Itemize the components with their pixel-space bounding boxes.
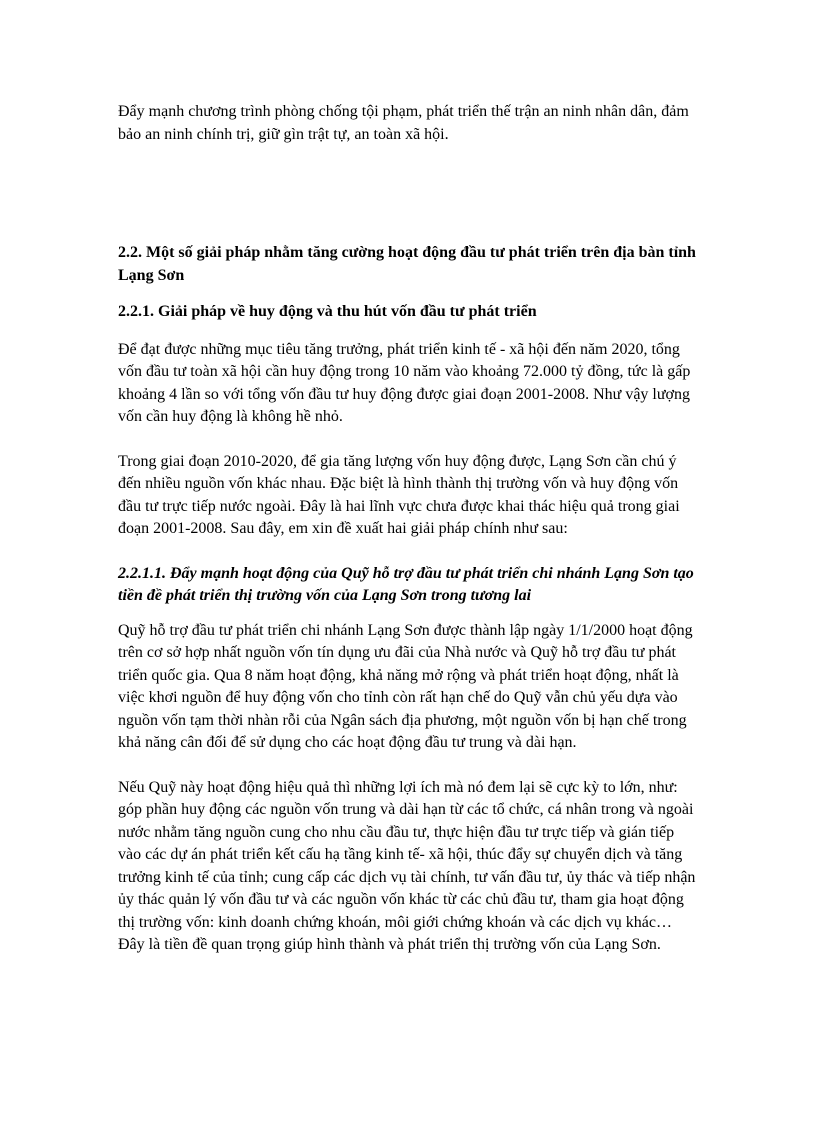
paragraph-investment-target: Để đạt được những mục tiêu tăng trưởng, phát triển kinh tế - xã hội đến năm 2020, tổng vốn đầu tư toàn xã hội cần huy động trong 10 năm vào khoảng 72.000 tỷ đồng, tức là gấp khoảng 4 lần so với tổng vốn đầu tư huy động được giai đoạn 2001-2008. Như vậy lượng vốn cần huy động là không hề nhỏ.: [118, 340, 691, 425]
section-2-2-heading: 2.2. Một số giải pháp nhằm tăng cường hoạt động đầu tư phát triển trên địa bàn tỉnh Lạng Sơn: [118, 244, 696, 284]
document-body: [118, 101, 698, 979]
paragraph-fund-benefits: Nếu Quỹ này hoạt động hiệu quả thì những lợi ích mà nó đem lại sẽ cực kỳ to lớn, như: góp phần huy động các nguồn vốn trung và dài hạn từ các tổ chức, cá nhân trong và ngoài nước nhằm tăng nguồn cung cho nhu cầu đầu tư, thực hiện đầu tư trực tiếp và gián tiếp vào các dự án phát triển kết cấu hạ tầng kinh tế- xã hội, thúc đẩy sự chuyển dịch và tăng trưởng kinh tế của tỉnh; cung cấp các dịch vụ tài chính, tư vấn đầu tư, ủy thác và tiếp nhận ủy thác quản lý vốn đầu tư và các nguồn vốn khác từ các chủ đầu tư, tham gia hoạt động thị trường vốn: kinh doanh chứng khoán, môi giới chứng khoán và các dịch vụ khác…Đây là tiền đề quan trọng giúp hình thành và phát triển thị trường vốn của Lạng Sơn.: [118, 778, 696, 953]
section-2-2-1-heading: 2.2.1. Giải pháp về huy động và thu hút vốn đầu tư phát triển: [118, 303, 537, 320]
intro-paragraph: Đẩy mạnh chương trình phòng chống tội phạm, phát triển thế trận an ninh nhân dân, đảm bảo an ninh chính trị, giữ gìn trật tự, an toàn xã hội.: [118, 103, 689, 143]
paragraph-capital-sources: Trong giai đoạn 2010-2020, để gia tăng lượng vốn huy động được, Lạng Sơn cần chú ý đến nhiều nguồn vốn khác nhau. Đặc biệt là hình thành thị trường vốn và huy động vốn đầu tư trực tiếp nước ngoài. Đây là hai lĩnh vực chưa được khai thác hiệu quả trong giai đoạn 2001-2008. Sau đây, em xin đề xuất hai giải pháp chính như sau:: [118, 452, 680, 537]
paragraph-fund-history: Quỹ hỗ trợ đầu tư phát triển chi nhánh Lạng Sơn được thành lập ngày 1/1/2000 hoạt động trên cơ sở hợp nhất nguồn vốn tín dụng ưu đãi của Nhà nước và Quỹ hỗ trợ đầu tư phát triển quốc gia. Qua 8 năm hoạt động, khả năng mở rộng và phát triển hoạt động, nhất là việc khơi nguồn để huy động vốn cho tỉnh còn rất hạn chế do Quỹ vẫn chủ yếu dựa vào nguồn vốn tạm thời nhàn rỗi của Ngân sách địa phương, một nguồn vốn bị hạn chế trong khả năng cân đối để sử dụng cho các hoạt động đầu tư trung và dài hạn.: [118, 621, 693, 751]
section-2-2-1-1-heading: 2.2.1.1. Đẩy mạnh hoạt động của Quỹ hỗ trợ đầu tư phát triển chi nhánh Lạng Sơn tạo tiền đề phát triển thị trường vốn của Lạng Sơn trong tương lai: [118, 564, 694, 604]
